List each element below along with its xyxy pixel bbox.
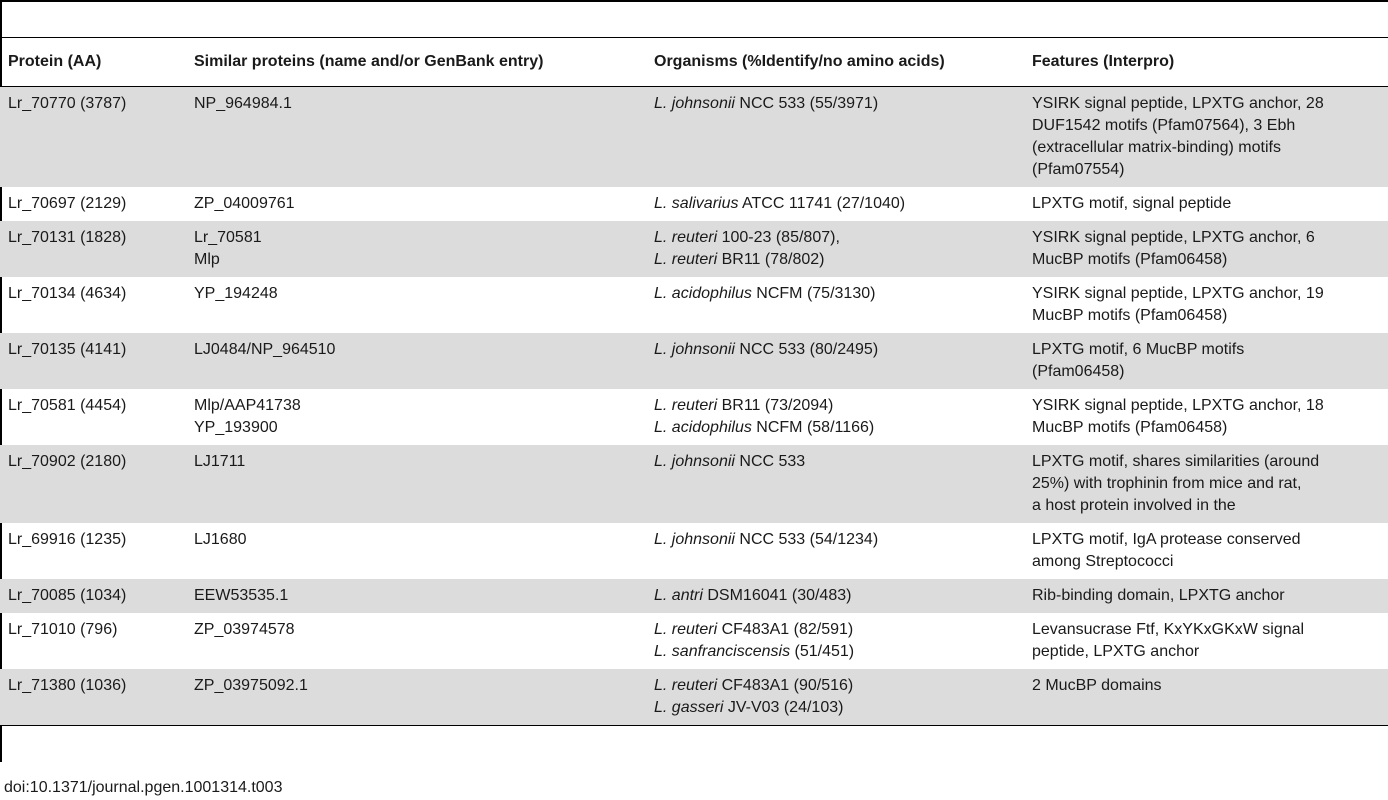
organism-species: L. johnsonii bbox=[654, 453, 735, 470]
cell-similar-proteins bbox=[186, 579, 646, 613]
cell-similar-proteins bbox=[186, 523, 646, 579]
table-row bbox=[0, 333, 1388, 389]
feature-line: Rib-binding domain, LPXTG anchor bbox=[1032, 587, 1285, 604]
table-body bbox=[0, 87, 1388, 726]
organism-detail: DSM16041 (30/483) bbox=[702, 587, 852, 604]
cell-similar-proteins bbox=[186, 669, 646, 726]
organism-species: L. reuteri bbox=[654, 621, 718, 638]
table-row bbox=[0, 579, 1388, 613]
organism-detail: CF483A1 (90/516) bbox=[717, 677, 854, 694]
feature-line: 2 MucBP domains bbox=[1032, 677, 1162, 694]
cell-features bbox=[1024, 277, 1388, 333]
cell-protein: Lr_71380 (1036) bbox=[0, 669, 186, 726]
feature-line: YSIRK signal peptide, LPXTG anchor, 28 bbox=[1032, 95, 1324, 112]
organism-species: L. johnsonii bbox=[654, 341, 735, 358]
similar-protein-entry: EEW53535.1 bbox=[194, 587, 289, 604]
organism-entry bbox=[654, 529, 1024, 551]
organism-species: L. acidophilus bbox=[654, 419, 752, 436]
organism-entry bbox=[654, 641, 1024, 663]
similar-protein-entry: ZP_03975092.1 bbox=[194, 677, 308, 694]
organism-entry bbox=[654, 339, 1024, 361]
table-row bbox=[0, 187, 1388, 221]
organism-species: L. acidophilus bbox=[654, 285, 752, 302]
feature-line: 25%) with trophinin from mice and rat, bbox=[1032, 475, 1302, 492]
organism-detail: BR11 (78/802) bbox=[717, 251, 825, 268]
feature-line: (Pfam07554) bbox=[1032, 161, 1125, 178]
similar-protein-entry: ZP_03974578 bbox=[194, 621, 295, 638]
organism-entry bbox=[654, 193, 1024, 215]
feature-line: (extracellular matrix-binding) motifs bbox=[1032, 139, 1281, 156]
feature-line: peptide, LPXTG anchor bbox=[1032, 643, 1200, 660]
organism-entry bbox=[654, 697, 1024, 719]
column-header-organisms: Organisms (%Identify/no amino acids) bbox=[654, 53, 945, 70]
cell-organisms bbox=[646, 187, 1024, 221]
cell-features bbox=[1024, 613, 1388, 669]
similar-protein-entry: ZP_04009761 bbox=[194, 195, 295, 212]
doi-caption: doi:10.1371/journal.pgen.1001314.t003 bbox=[4, 779, 283, 796]
organism-entry bbox=[654, 619, 1024, 641]
feature-line: among Streptococci bbox=[1032, 553, 1174, 570]
table-row bbox=[0, 669, 1388, 726]
feature-line: YSIRK signal peptide, LPXTG anchor, 19 bbox=[1032, 285, 1324, 302]
cell-protein: Lr_70135 (4141) bbox=[0, 333, 186, 389]
feature-line: MucBP motifs (Pfam06458) bbox=[1032, 251, 1228, 268]
header-row bbox=[0, 38, 1388, 87]
cell-features bbox=[1024, 389, 1388, 445]
feature-line: YSIRK signal peptide, LPXTG anchor, 6 bbox=[1032, 229, 1315, 246]
organism-detail: JV-V03 (24/103) bbox=[723, 699, 844, 716]
cell-organisms bbox=[646, 87, 1024, 188]
similar-protein-entry: Lr_70581 bbox=[194, 229, 262, 246]
table-row bbox=[0, 87, 1388, 188]
cell-protein: Lr_70134 (4634) bbox=[8, 285, 127, 302]
organism-entry bbox=[654, 675, 1024, 697]
organism-entry bbox=[654, 93, 1024, 115]
feature-line: (Pfam06458) bbox=[1032, 363, 1125, 380]
top-rule bbox=[0, 0, 1388, 2]
cell-organisms bbox=[646, 277, 1024, 333]
feature-line: DUF1542 motifs (Pfam07564), 3 Ebh bbox=[1032, 117, 1296, 134]
cell-organisms bbox=[646, 445, 1024, 523]
cell-organisms bbox=[646, 523, 1024, 579]
table-row bbox=[0, 445, 1388, 523]
organism-species: L. gasseri bbox=[654, 699, 724, 716]
organism-detail: NCC 533 (55/3971) bbox=[734, 95, 879, 112]
feature-line: LPXTG motif, shares similarities (around bbox=[1032, 453, 1320, 470]
cell-similar-proteins bbox=[186, 333, 646, 389]
organism-detail: 100-23 (85/807), bbox=[717, 229, 840, 246]
similar-protein-entry: YP_194248 bbox=[194, 285, 278, 302]
cell-similar-proteins bbox=[186, 187, 646, 221]
organism-detail: CF483A1 (82/591) bbox=[717, 621, 854, 638]
similar-protein-entry: NP_964984.1 bbox=[194, 95, 292, 112]
cell-features bbox=[1024, 523, 1388, 579]
feature-line: LPXTG motif, signal peptide bbox=[1032, 195, 1232, 212]
organism-entry bbox=[654, 249, 1024, 271]
cell-protein: Lr_70085 (1034) bbox=[0, 579, 186, 613]
feature-line: LPXTG motif, 6 MucBP motifs bbox=[1032, 341, 1245, 358]
organism-species: L. johnsonii bbox=[654, 531, 735, 548]
organism-species: L. antri bbox=[654, 587, 703, 604]
cell-protein: Lr_70581 (4454) bbox=[8, 397, 127, 414]
table-row bbox=[0, 277, 1388, 333]
similar-protein-entry: Mlp bbox=[194, 251, 220, 268]
cell-similar-proteins bbox=[186, 277, 646, 333]
cell-protein: Lr_70902 (2180) bbox=[0, 445, 186, 523]
cell-features bbox=[1024, 579, 1388, 613]
table-row bbox=[0, 523, 1388, 579]
organism-species: L. salivarius bbox=[654, 195, 739, 212]
table-row bbox=[0, 389, 1388, 445]
column-header-protein: Protein (AA) bbox=[8, 53, 102, 70]
organism-entry bbox=[654, 395, 1024, 417]
organism-species: L. reuteri bbox=[654, 229, 718, 246]
cell-features bbox=[1024, 221, 1388, 277]
organism-entry bbox=[654, 227, 1024, 249]
organism-detail: NCFM (58/1166) bbox=[751, 419, 875, 436]
organism-detail: (51/451) bbox=[790, 643, 855, 660]
organism-detail: NCC 533 (54/1234) bbox=[734, 531, 879, 548]
cell-features bbox=[1024, 87, 1388, 188]
similar-protein-entry: Mlp/AAP41738 bbox=[194, 397, 301, 414]
cell-protein: Lr_70131 (1828) bbox=[0, 221, 186, 277]
organism-species: L. reuteri bbox=[654, 677, 718, 694]
column-header-similar-proteins: Similar proteins (name and/or GenBank entry) bbox=[194, 53, 544, 70]
column-header-features: Features (Interpro) bbox=[1032, 53, 1175, 70]
cell-protein: Lr_70697 (2129) bbox=[8, 195, 127, 212]
feature-line: MucBP motifs (Pfam06458) bbox=[1032, 307, 1228, 324]
cell-organisms bbox=[646, 333, 1024, 389]
cell-protein: Lr_71010 (796) bbox=[8, 621, 118, 638]
cell-features bbox=[1024, 333, 1388, 389]
cell-features bbox=[1024, 187, 1388, 221]
cell-similar-proteins bbox=[186, 445, 646, 523]
organism-detail: NCC 533 bbox=[734, 453, 806, 470]
organism-detail: BR11 (73/2094) bbox=[717, 397, 834, 414]
cell-organisms bbox=[646, 389, 1024, 445]
organism-detail: NCC 533 (80/2495) bbox=[734, 341, 879, 358]
cell-organisms bbox=[646, 613, 1024, 669]
similar-protein-entry: YP_193900 bbox=[194, 419, 278, 436]
cell-organisms bbox=[646, 669, 1024, 726]
feature-line: YSIRK signal peptide, LPXTG anchor, 18 bbox=[1032, 397, 1324, 414]
organism-entry bbox=[654, 585, 1024, 607]
protein-table bbox=[0, 37, 1388, 726]
cell-protein: Lr_70770 (3787) bbox=[0, 87, 186, 188]
organism-species: L. reuteri bbox=[654, 397, 718, 414]
organism-entry bbox=[654, 417, 1024, 439]
feature-line: LPXTG motif, IgA protease conserved bbox=[1032, 531, 1301, 548]
cell-similar-proteins bbox=[186, 613, 646, 669]
similar-protein-entry: LJ0484/NP_964510 bbox=[194, 341, 336, 358]
organism-species: L. sanfranciscensis bbox=[654, 643, 791, 660]
cell-protein: Lr_69916 (1235) bbox=[8, 531, 127, 548]
cell-similar-proteins bbox=[186, 221, 646, 277]
cell-features bbox=[1024, 445, 1388, 523]
feature-line: a host protein involved in the bbox=[1032, 497, 1236, 514]
feature-line: MucBP motifs (Pfam06458) bbox=[1032, 419, 1228, 436]
table-row bbox=[0, 613, 1388, 669]
cell-similar-proteins bbox=[186, 389, 646, 445]
organism-detail: NCFM (75/3130) bbox=[751, 285, 876, 302]
organism-entry bbox=[654, 451, 1024, 473]
cell-organisms bbox=[646, 579, 1024, 613]
organism-species: L. johnsonii bbox=[654, 95, 735, 112]
cell-similar-proteins bbox=[186, 87, 646, 188]
cell-features bbox=[1024, 669, 1388, 726]
table-row bbox=[0, 221, 1388, 277]
organism-detail: ATCC 11741 (27/1040) bbox=[738, 195, 906, 212]
similar-protein-entry: LJ1680 bbox=[194, 531, 247, 548]
similar-protein-entry: LJ1711 bbox=[194, 453, 246, 470]
organism-species: L. reuteri bbox=[654, 251, 718, 268]
cell-organisms bbox=[646, 221, 1024, 277]
feature-line: Levansucrase Ftf, KxYKxGKxW signal bbox=[1032, 621, 1305, 638]
organism-entry bbox=[654, 283, 1024, 305]
